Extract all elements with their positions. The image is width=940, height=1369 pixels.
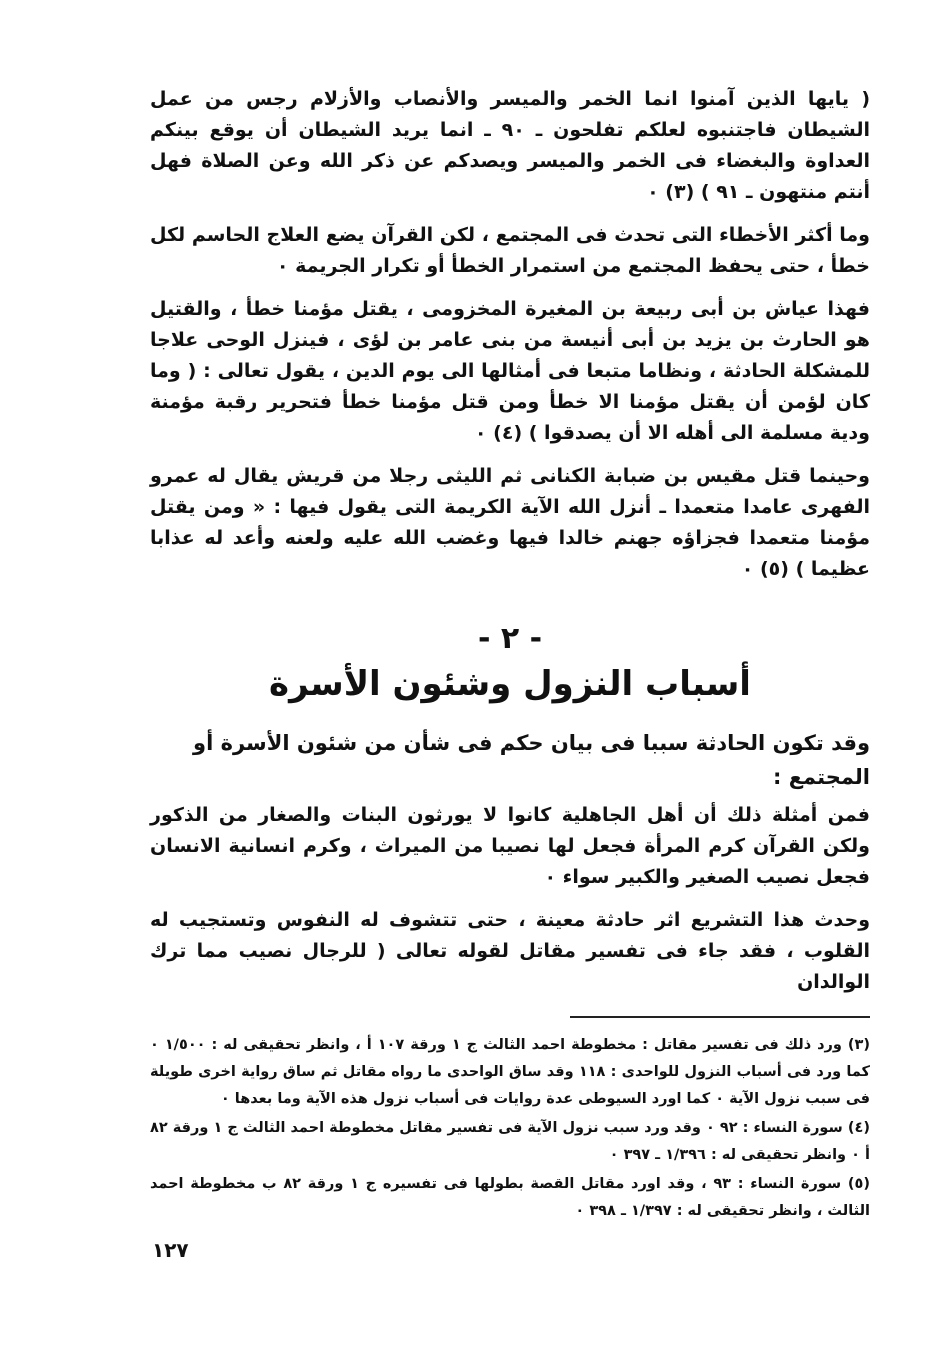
body-paragraph: وحدث هذا التشريع اثر حادثة معينة ، حتى تتشوف له النفوس وتستجيب له القلوب ، فقد جاء فى تفسير مقاتل لقوله تعالى ( للرجال نصيب مما ترك الوالدان <box>150 909 870 993</box>
page-number: ١٢٧ <box>152 1238 189 1262</box>
body-paragraph: فهذا عياش بن أبى ربيعة بن المغيرة المخزومى ، يقتل مؤمنا خطأ ، والقتيل هو الحارث بن يزيد بن أبى أنيسة من بنى عامر بن لؤى ، فينزل الوحى علاجا للمشكلة الحادثة ، ونظاما متبعا فى أمثالها الى يوم الدين ، يقول تعالى : ( وما كان لؤمن أن يقتل مؤمنا الا خطأ ومن قتل مؤمنا خطأ فتحرير رقبة مؤمنة ودية مسلمة الى أهله الا أن يصدقوا ) (٤) ٠ <box>150 298 870 444</box>
footnote: (٤) سورة النساء : ٩٢ ٠ وقد ورد سبب نزول الآية فى تفسير مقاتل مخطوطة احمد الثالث ج ١ ورقة ٨٢ أ ٠ وانظر تحقيقى له : ١/٣٩٦ ـ ٣٩٧ ٠ <box>150 1120 870 1163</box>
body-paragraph: وحينما قتل مقيس بن ضبابة الكنانى ثم الليثى رجلا من قريش يقال له عمرو الفهرى عامدا متعمدا ـ أنزل الله الآية الكريمة التى يقول فيها : « ومن يقتل مؤمنا متعمدا فجزاؤه جهنم خالدا فيها وغضب الله عليه ولعنه وأعد له عذابا عظيما ) (٥) ٠ <box>150 465 870 580</box>
section-intro: وقد تكون الحادثة سببا فى بيان حكم فى شأن من شئون الأسرة أو المجتمع : <box>193 731 870 789</box>
section-number: - ٢ - <box>477 621 543 656</box>
footnote-divider-wrap <box>150 1016 870 1018</box>
footnote: (٥) سورة النساء : ٩٣ ، وقد اورد مقاتل القصة بطولها فى تفسيره ج ١ ورقة ٨٢ ب مخطوطة احمد الثالث ، وانظر تحقيقى له : ١/٣٩٧ ـ ٣٩٨ ٠ <box>150 1176 870 1219</box>
footnote-divider <box>570 1016 870 1018</box>
body-paragraph: وما أكثر الأخطاء التى تحدث فى المجتمع ، لكن القرآن يضع العلاج الحاسم لكل خطأ ، حتى يحفظ المجتمع من استمرار الخطأ أو تكرار الجريمة ٠ <box>150 224 870 277</box>
body-paragraph: فمن أمثلة ذلك أن أهل الجاهلية كانوا لا يورثون البنات والصغار من الذكور ولكن القرآن كرم المرأة فجعل لها نصيبا من الميراث ، وكرم انسانية الانسان فجعل نصيب الصغير والكبير سواء ٠ <box>150 804 870 888</box>
section-title: أسباب النزول وشئون الأسرة <box>269 664 751 704</box>
footnote: (٣) ورد ذلك فى تفسير مقاتل : مخطوطة احمد الثالث ج ١ ورقة ١٠٧ أ ، وانظر تحقيقى له : ١/٥٠٠ ٠ كما ورد فى أسباب النزول للواحدى : ١١٨ وقد ساق الواحدى ما رواه مقاتل ثم ساق رواية اخرى طويلة فى سبب نزول الآية ٠ كما اورد السيوطى عدة روايات فى أسباب نزول هذه الآية وما بعدها ٠ <box>150 1037 870 1107</box>
quran-verse-paragraph: ( يايها الذين آمنوا انما الخمر والميسر والأنصاب والأزلام رجس من عمل الشيطان فاجتنبوه لعلكم تفلحون ـ ٩٠ ـ انما يريد الشيطان أن يوقع بينكم العداوة والبغضاء فى الخمر والميسر ويصدكم عن ذكر الله وعن الصلاة فهل أنتم منتهون ـ ٩١ ) (٣) ٠ <box>150 88 870 203</box>
